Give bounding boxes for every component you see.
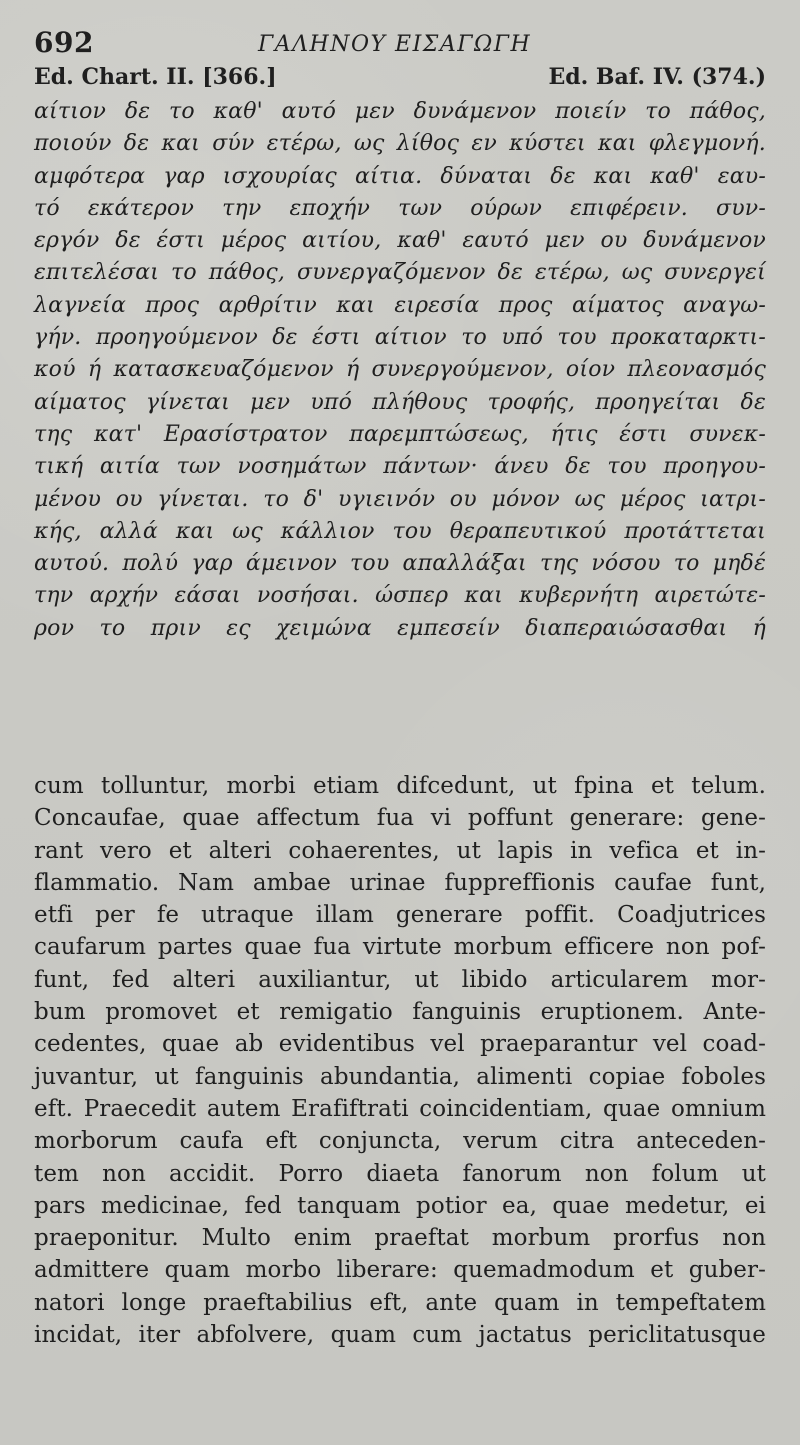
- latin-line: rant vero et alteri cohaerentes, ut lapis in vefica et in-: [34, 837, 766, 864]
- latin-line: flammatio. Nam ambae urinae fuppreffionis caufae funt,: [34, 869, 766, 896]
- latin-line: admittere quam morbo liberare: quemadmodum et guber-: [34, 1257, 766, 1284]
- latin-line: juvantur, ut fanguinis abundantia, alimenti copiae foboles: [34, 1063, 766, 1090]
- greek-line: μένου ου γίνεται. το δ' υγιεινόν ου μόνον ως μέρος ιατρι-: [34, 486, 766, 512]
- greek-line: της κατ' Ερασίστρατον παρεμπτώσεως, ήτις έστι συνεκ-: [34, 421, 766, 447]
- latin-line: caufarum partes quae fua virtute morbum efficere non pof-: [34, 934, 766, 961]
- latin-line: morborum caufa eft conjuncta, verum citra anteceden-: [34, 1128, 766, 1155]
- greek-line: την αρχήν εάσαι νοσήσαι. ώσπερ και κυβερνήτη αιρετώτε-: [34, 583, 766, 609]
- latin-line: cedentes, quae ab evidentibus vel praeparantur vel coad-: [34, 1031, 766, 1058]
- latin-line: Concaufae, quae affectum fua vi poffunt generare: gene-: [34, 805, 766, 832]
- latin-line: pars medicinae, fed tanquam potior ea, quae medetur, ei: [34, 1192, 766, 1219]
- edition-left-reference: Ed. Chart. II. [366.]: [34, 64, 277, 90]
- greek-line: αυτού. πολύ γαρ άμεινον του απαλλάξαι της νόσου το μηδέ: [34, 551, 766, 577]
- greek-line: αίματος γίνεται μεν υπό πλήθους τροφής, προηγείται δε: [34, 389, 766, 415]
- latin-line: funt, fed alteri auxiliantur, ut libido articularem mor-: [34, 966, 766, 993]
- greek-line: αμφότερα γαρ ισχουρίας αίτια. δύναται δε και καθ' εαυ-: [34, 163, 766, 189]
- latin-text-block: [34, 770, 766, 1351]
- latin-line: eft. Praecedit autem Erafiftrati coincidentiam, quae omnium: [34, 1095, 766, 1122]
- greek-line: αίτιον δε το καθ' αυτό μεν δυνάμενον ποιείν το πάθος,: [34, 99, 766, 124]
- greek-line: εργόν δε έστι μέρος αιτίου, καθ' εαυτό μεν ου δυνάμενον: [34, 228, 766, 254]
- latin-line: incidat, iter abfolvere, quam cum jactatus periclitatusque: [34, 1322, 766, 1349]
- running-title: ΓΑΛΗΝΟΥ ΕΙΣΑΓΩΓΗ: [258, 32, 532, 57]
- greek-line: ρον το πριν ες χειμώνα εμπεσείν διαπεραιώσασθαι ή: [34, 615, 766, 641]
- page-number: 692: [34, 26, 94, 59]
- latin-line: praeponitur. Multo enim praeftat morbum prorfus non: [34, 1225, 766, 1252]
- greek-line: επιτελέσαι το πάθος, συνεργαζόμενον δε ετέρω, ως συνεργεί: [34, 260, 766, 286]
- latin-line: cum tolluntur, morbi etiam difcedunt, ut fpina et telum.: [34, 773, 766, 799]
- edition-right-reference: Ed. Baf. IV. (374.): [548, 64, 766, 90]
- greek-line: κού ή κατασκευαζόμενον ή συνεργούμενον, οίον πλεονασμός: [34, 357, 766, 383]
- greek-line: γήν. προηγούμενον δε έστι αίτιον το υπό του προκαταρκτι-: [34, 325, 766, 351]
- latin-line: etfi per fe utraque illam generare poffit. Coadjutrices: [34, 902, 766, 929]
- edition-reference-line: [34, 64, 766, 96]
- latin-line: natori longe praeftabilius eft, ante quam in tempeftatem: [34, 1289, 766, 1316]
- latin-line: bum promovet et remigatio fanguinis eruptionem. Ante-: [34, 999, 766, 1026]
- page-header: [34, 26, 766, 60]
- greek-line: κής, αλλά και ως κάλλιον του θεραπευτικού προτάττεται: [34, 518, 766, 544]
- greek-line: ποιούν δε και σύν ετέρω, ως λίθος εν κύστει και φλεγμονή.: [34, 131, 766, 157]
- greek-line: τό εκάτερον την εποχήν των ούρων επιφέρειν. συν-: [34, 195, 766, 221]
- latin-line: tem non accidit. Porro diaeta fanorum non folum ut: [34, 1160, 766, 1187]
- greek-text-block: [34, 96, 766, 645]
- greek-line: λαγνεία προς αρθρίτιν και ειρεσία προς αίματος αναγω-: [34, 292, 766, 318]
- greek-line: τική αιτία των νοσημάτων πάντων· άνευ δε του προηγου-: [34, 454, 766, 480]
